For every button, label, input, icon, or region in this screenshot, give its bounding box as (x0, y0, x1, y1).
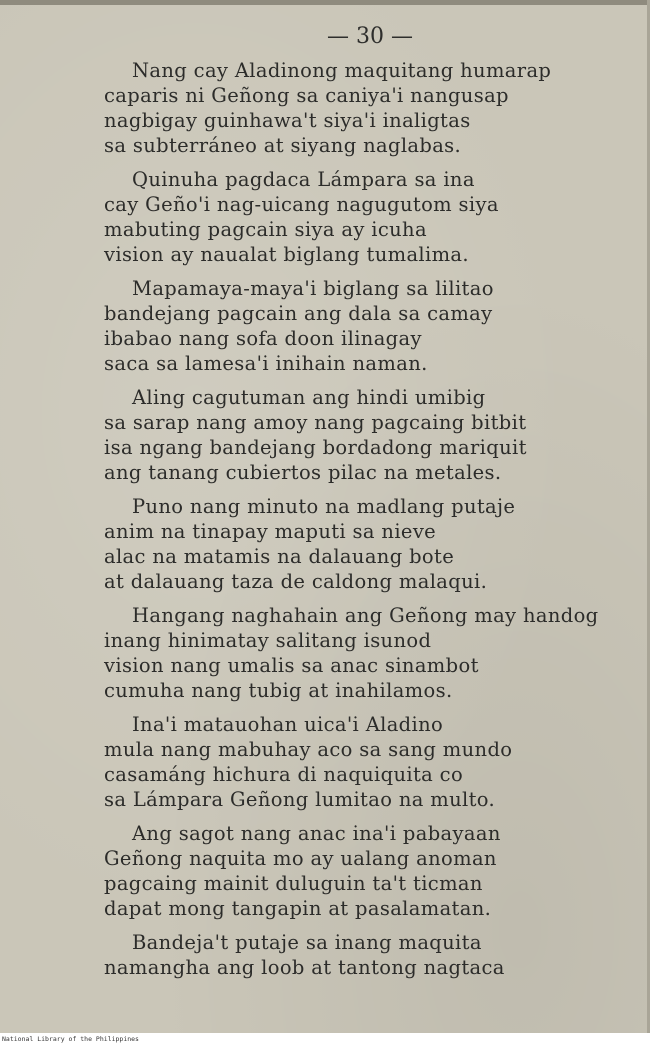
library-credit: National Library of the Philippines (2, 1035, 139, 1043)
verse-line: Quinuha pagdaca Lámpara sa ina (132, 168, 475, 191)
stanza (104, 385, 644, 485)
verse-line: Geñong naquita mo ay ualang anoman (104, 847, 497, 870)
verse-line: anim na tinapay maputi sa nieve (104, 520, 437, 543)
verse-line: vision ay naualat biglang tumalima. (104, 243, 469, 266)
verse-line: dapat mong tangapin at pasalamatan. (104, 897, 492, 920)
stanza (104, 712, 644, 812)
verse-line: Puno nang minuto na madlang putaje (132, 495, 516, 518)
verse-line: ibabao nang sofa doon ilinagay (104, 327, 422, 350)
verse-line: Bandeja't putaje sa inang maquita (132, 931, 482, 954)
stanza (104, 930, 644, 980)
verse-line: namangha ang loob at tantong nagtaca (104, 956, 505, 979)
verse-line: sa Lámpara Geñong lumitao na multo. (104, 788, 496, 811)
verse-line: Hangang naghahain ang Geñong may handog (132, 604, 599, 627)
verse-line: Aling cagutuman ang hindi umibig (132, 386, 486, 409)
verse-line: casamáng hichura di naquiquita co (104, 763, 464, 786)
verse-line: mabuting pagcain siya ay icuha (104, 218, 427, 241)
verse-line: Nang cay Aladinong maquitang humarap (132, 59, 552, 82)
verse-line: saca sa lamesa'i inihain naman. (104, 352, 428, 375)
verse-line: Mapamaya-maya'i biglang sa lilitao (132, 277, 494, 300)
stanza (104, 494, 644, 594)
verse-line: cay Geño'i nag-uicang nagugutom siya (104, 193, 499, 216)
verse-line: Ang sagot nang anac ina'i pabayaan (132, 822, 501, 845)
stanza (104, 167, 644, 267)
verse-line: bandejang pagcain ang dala sa camay (104, 302, 493, 325)
page-top-edge (0, 0, 650, 5)
verse-line: ang tanang cubiertos pilac na metales. (104, 461, 502, 484)
poem-text (104, 58, 644, 989)
stanza (104, 58, 644, 158)
verse-line: isa ngang bandejang bordadong mariquit (104, 436, 527, 459)
verse-line: Ina'i matauohan uica'i Aladino (132, 713, 444, 736)
verse-line: cumuha nang tubig at inahilamos. (104, 679, 453, 702)
verse-line: nagbigay guinhawa't siya'i inaligtas (104, 109, 471, 132)
verse-line: mula nang mabuhay aco sa sang mundo (104, 738, 513, 761)
verse-line: inang hinimatay salitang isunod (104, 629, 432, 652)
verse-line: sa sarap nang amoy nang pagcaing bitbit (104, 411, 527, 434)
page-number: — 30 — (327, 24, 413, 49)
verse-line: at dalauang taza de caldong malaqui. (104, 570, 488, 593)
verse-line: pagcaing mainit duluguin ta't ticman (104, 872, 483, 895)
verse-line: sa subterráneo at siyang naglabas. (104, 134, 462, 157)
stanza (104, 821, 644, 921)
stanza (104, 276, 644, 376)
stanza (104, 603, 644, 703)
verse-line: caparis ni Geñong sa caniya'i nangusap (104, 84, 509, 107)
verse-line: vision nang umalis sa anac sinambot (104, 654, 479, 677)
verse-line: alac na matamis na dalauang bote (104, 545, 455, 568)
